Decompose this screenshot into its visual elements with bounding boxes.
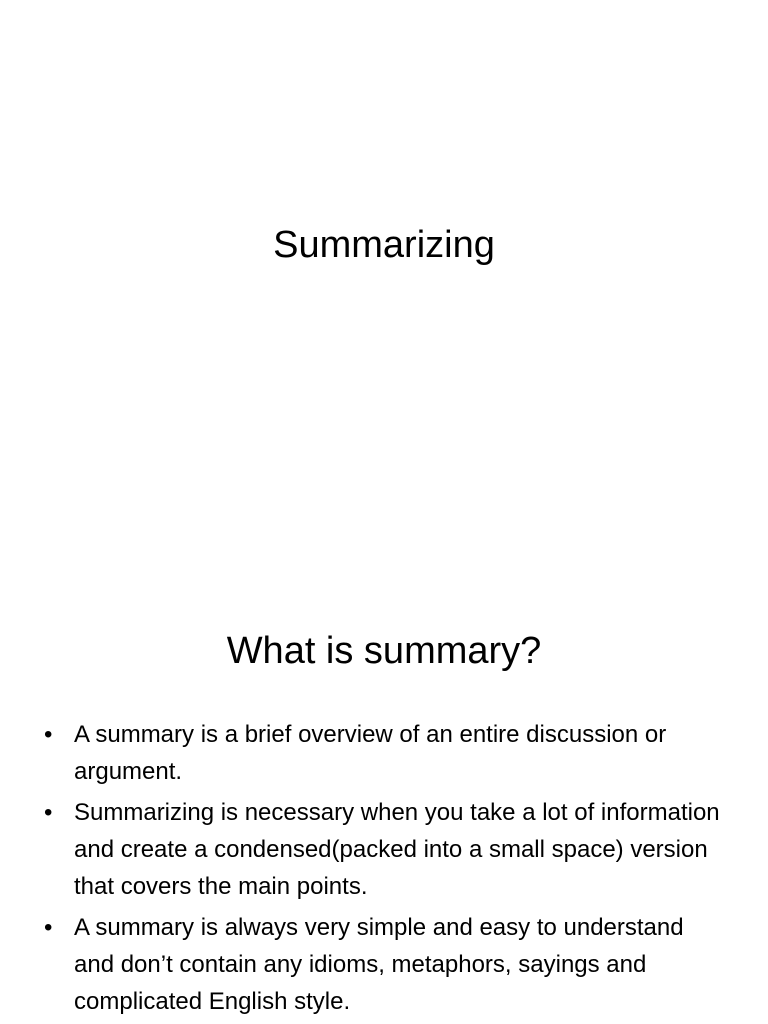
bullet-icon: • [44, 799, 53, 826]
slide-what-is-summary [0, 576, 768, 1024]
bullet-icon: • [44, 721, 53, 748]
bullet-text: Summarizing is necessary when you take a lot of information and create a condensed(packed into a small space) version that covers the main points. [74, 799, 720, 900]
bullet-icon: • [44, 914, 53, 941]
bullet-item [44, 716, 728, 790]
bullet-item [44, 909, 728, 1020]
bullet-list [44, 716, 728, 1024]
slide-heading: What is summary? [226, 630, 542, 672]
slide-title-heading: Summarizing [273, 224, 495, 266]
bullet-item [44, 794, 728, 905]
bullet-text: A summary is a brief overview of an entire discussion or argument. [74, 721, 667, 785]
bullet-text: A summary is always very simple and easy to understand and don’t contain any idioms, metaphors, sayings and complicated English style. [74, 914, 684, 1015]
